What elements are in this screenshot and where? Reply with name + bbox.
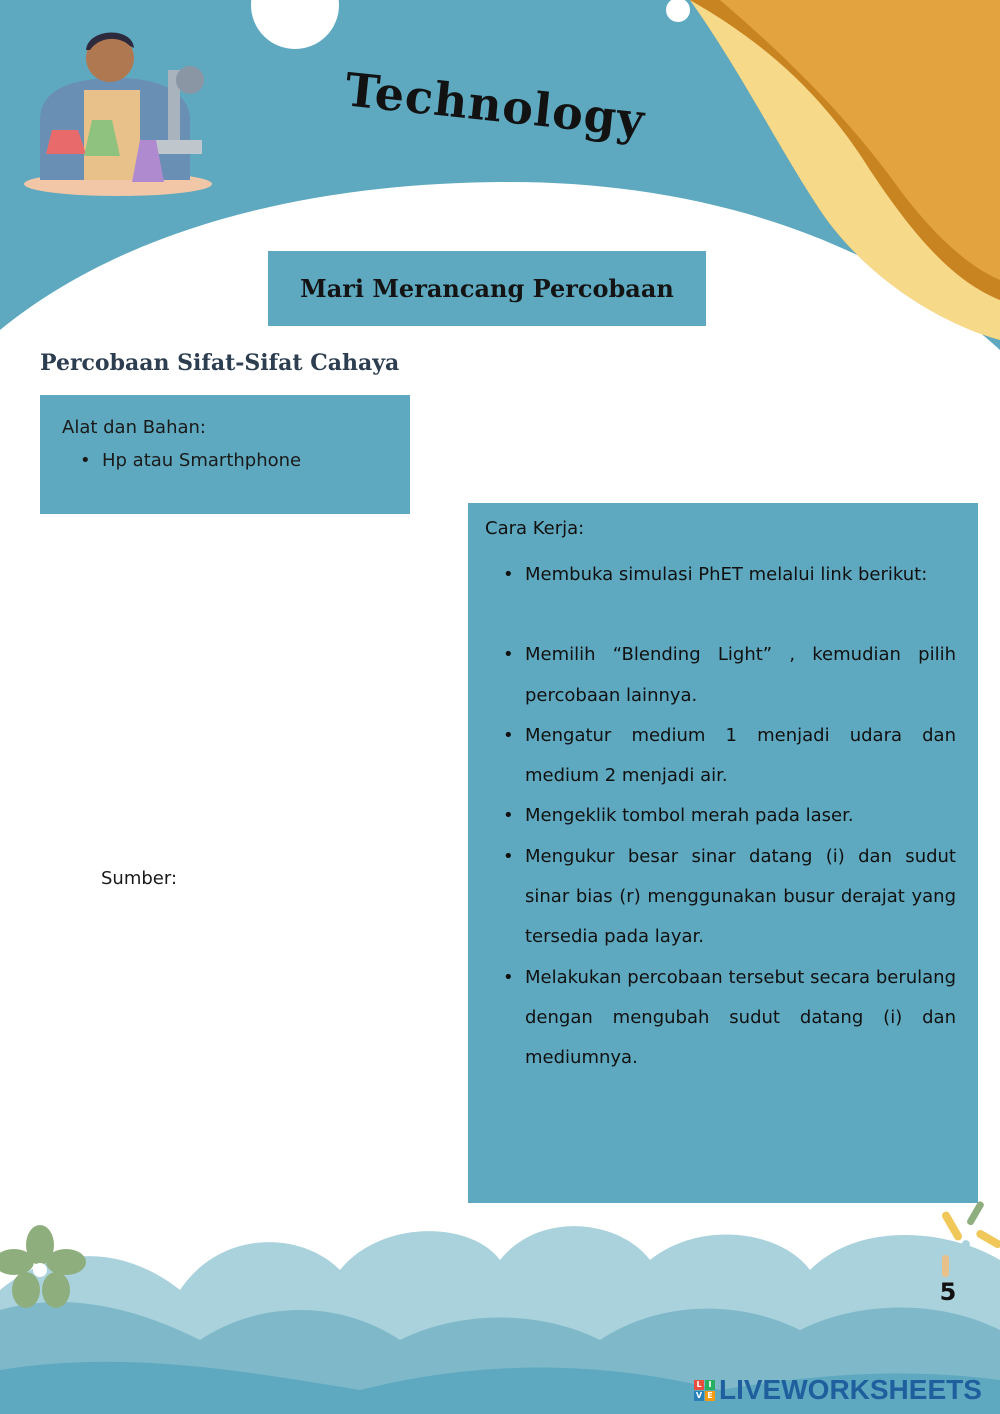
procedure-box [468,503,978,1203]
materials-list [62,450,388,471]
procedure-heading: Cara Kerja: [485,518,585,539]
brand-name: LIVEWORKSHEETS [719,1374,982,1405]
experiment-title: Percobaan Sifat-Sifat Cahaya [40,350,400,376]
list-item: • Melakukan percobaan tersebut secara berulang dengan mengubah sudut datang (i) dan mediumnya. [525,958,956,1079]
materials-box [40,395,410,514]
section-banner: Mari Merancang Percobaan [268,251,706,326]
list-item: • Mengatur medium 1 menjadi udara dan medium 2 menjadi air. [525,716,956,797]
liveworksheets-logo[interactable] [694,1372,990,1408]
list-item: • Mengeklik tombol merah pada laser. [525,796,956,836]
page-number: 5 [939,1278,957,1306]
materials-heading: Alat dan Bahan: [62,417,206,438]
list-item: • Mengukur besar sinar datang (i) dan sudut sinar bias (r) menggunakan busur derajat yang tersedia pada layar. [525,837,956,958]
page-title: Technology [342,62,648,148]
list-item: • Membuka simulasi PhET melalui link berikut: [525,555,956,595]
list-item: • Hp atau Smarthphone [80,450,388,471]
logo-grid-icon: L I V E [694,1380,715,1401]
list-item: • Memilih “Blending Light” , kemudian pilih percobaan lainnya. [525,635,956,716]
procedure-list [485,555,956,1079]
source-label: Sumber: [101,868,178,889]
